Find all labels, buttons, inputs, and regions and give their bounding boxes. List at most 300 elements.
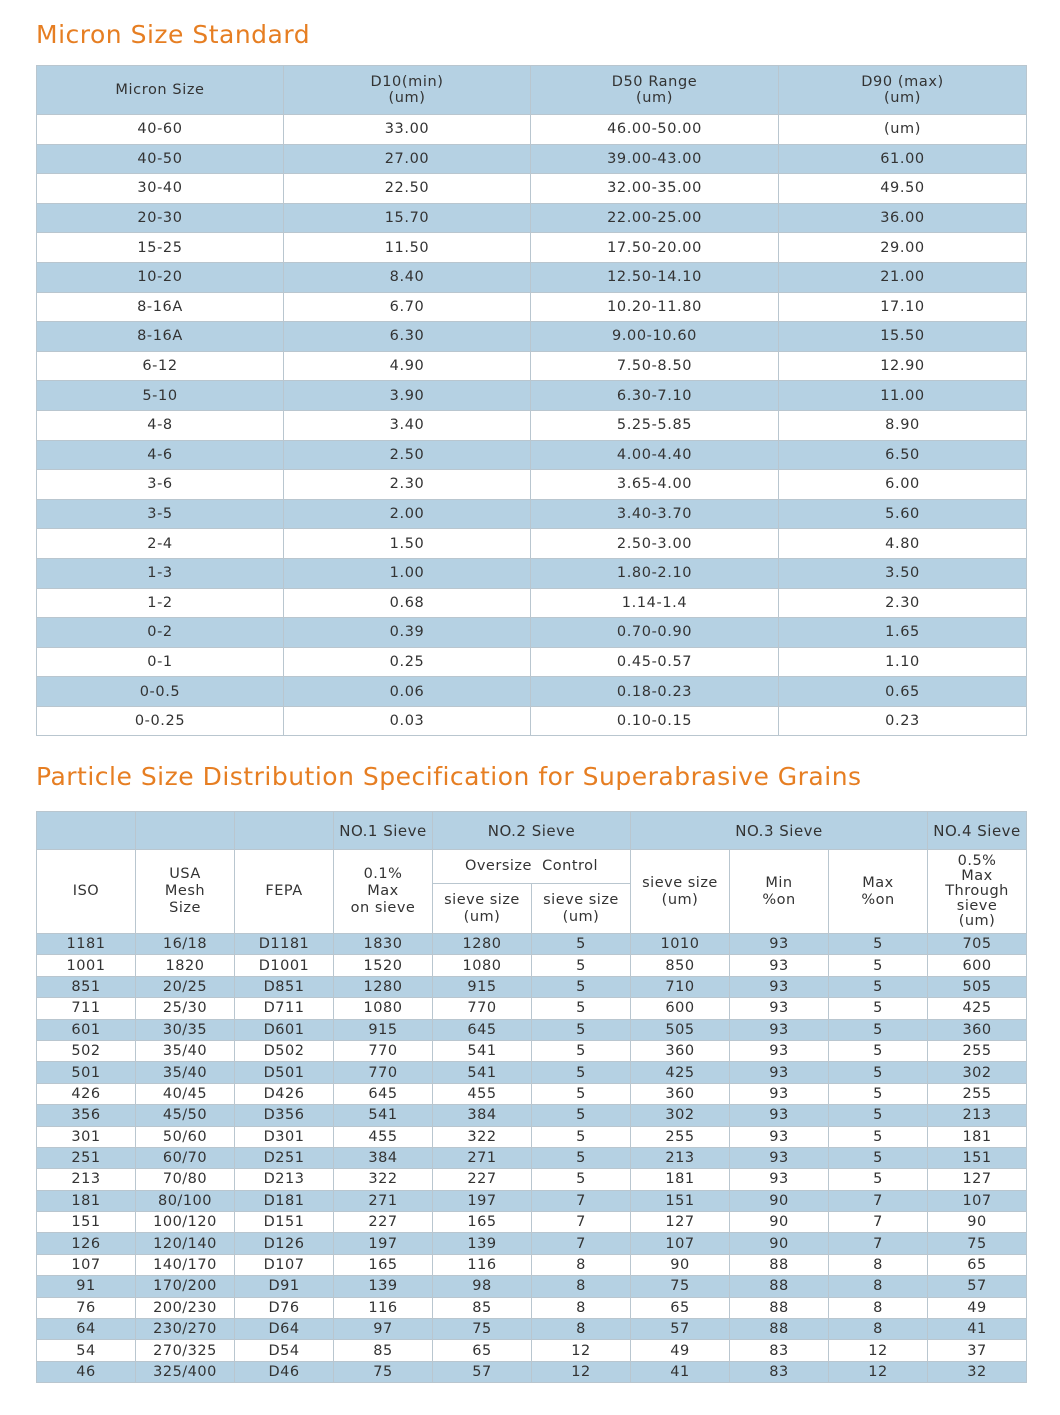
no3-sieve-size-cell: 505 — [631, 1019, 730, 1040]
iso-cell: 711 — [37, 998, 136, 1019]
no2-sieve-size-a-cell: 98 — [433, 1276, 532, 1297]
no1-max-on-sieve-cell: 770 — [334, 1062, 433, 1083]
no3-min-on-cell: 83 — [730, 1361, 829, 1382]
table-row — [37, 262, 1027, 292]
no3-max-on-cell: 7 — [829, 1190, 928, 1211]
micron-size-cell: 3-5 — [37, 499, 284, 529]
no3-min-on-cell: 88 — [730, 1276, 829, 1297]
table-row — [37, 618, 1027, 648]
usa-mesh-cell: 35/40 — [136, 1062, 235, 1083]
header-no3-max-on — [829, 850, 928, 934]
no1-max-on-sieve-cell: 1080 — [334, 998, 433, 1019]
table-row — [37, 1340, 1027, 1361]
no3-sieve-size-cell: 75 — [631, 1276, 730, 1297]
micron-size-cell: 0-0.5 — [37, 677, 284, 707]
d50-range-cell: 22.00-25.00 — [531, 203, 779, 233]
usa-mesh-cell: 45/50 — [136, 1105, 235, 1126]
micron-size-cell: 10-20 — [37, 262, 284, 292]
no2-sieve-size-b-cell: 5 — [532, 1040, 631, 1061]
no3-sieve-size-cell: 90 — [631, 1254, 730, 1275]
no3-min-on-cell: 93 — [730, 1147, 829, 1168]
usa-mesh-cell: 200/230 — [136, 1297, 235, 1318]
no4-max-through-cell: 505 — [928, 976, 1027, 997]
table-row — [37, 588, 1027, 618]
table-row — [37, 1233, 1027, 1254]
d10-cell: 4.90 — [284, 351, 531, 381]
no2-sieve-size-b-cell: 5 — [532, 998, 631, 1019]
d10-cell: 6.70 — [284, 292, 531, 322]
no1-max-on-sieve-cell: 1830 — [334, 934, 433, 955]
fepa-cell: D64 — [235, 1319, 334, 1340]
fepa-cell: D107 — [235, 1254, 334, 1275]
fepa-cell: D126 — [235, 1233, 334, 1254]
iso-cell: 181 — [37, 1190, 136, 1211]
header-oversize-control: Oversize Control — [433, 850, 631, 884]
no3-min-on-cell: 93 — [730, 1169, 829, 1190]
micron-size-cell: 3-6 — [37, 470, 284, 500]
no4-max-through-cell: 302 — [928, 1062, 1027, 1083]
table-row — [37, 1297, 1027, 1318]
no2-sieve-size-a-cell: 227 — [433, 1169, 532, 1190]
no2-sieve-size-a-cell: 75 — [433, 1319, 532, 1340]
no3-min-on-cell: 93 — [730, 1126, 829, 1147]
no2-sieve-size-a-cell: 455 — [433, 1083, 532, 1104]
table-row — [37, 1105, 1027, 1126]
iso-cell: 126 — [37, 1233, 136, 1254]
d50-range-cell: 17.50-20.00 — [531, 233, 779, 263]
fepa-cell: D76 — [235, 1297, 334, 1318]
table-row — [37, 1147, 1027, 1168]
no3-min-on-cell: 93 — [730, 1040, 829, 1061]
micron-size-cell: 4-8 — [37, 410, 284, 440]
no4-max-through-cell: 705 — [928, 934, 1027, 955]
d50-range-cell: 6.30-7.10 — [531, 381, 779, 411]
no3-min-on-cell: 93 — [730, 1105, 829, 1126]
micron-size-cell: 20-30 — [37, 203, 284, 233]
header-line: sieve — [956, 898, 998, 914]
no3-max-on-cell: 5 — [829, 1019, 928, 1040]
header-line: USA — [169, 866, 201, 882]
d90-cell: 6.00 — [779, 470, 1027, 500]
no2-sieve-size-b-cell: 7 — [532, 1190, 631, 1211]
table-row — [37, 647, 1027, 677]
header-d50 — [531, 66, 779, 115]
header-no4-max-through — [928, 850, 1027, 934]
no3-sieve-size-cell: 57 — [631, 1319, 730, 1340]
d10-cell: 1.50 — [284, 529, 531, 559]
no3-sieve-size-cell: 49 — [631, 1340, 730, 1361]
d10-cell: 33.00 — [284, 115, 531, 145]
no3-max-on-cell: 8 — [829, 1254, 928, 1275]
no2-sieve-size-b-cell: 5 — [532, 976, 631, 997]
usa-mesh-cell: 20/25 — [136, 976, 235, 997]
d90-cell: 4.80 — [779, 529, 1027, 559]
d50-range-cell: 0.18-0.23 — [531, 677, 779, 707]
iso-cell: 107 — [37, 1254, 136, 1275]
header-no1-max-on-sieve — [334, 850, 433, 934]
header-no1-sieve: NO.1 Sieve — [334, 812, 433, 850]
fepa-cell: D213 — [235, 1169, 334, 1190]
no1-max-on-sieve-cell: 322 — [334, 1169, 433, 1190]
d50-range-cell: 4.00-4.40 — [531, 440, 779, 470]
no2-sieve-size-a-cell: 645 — [433, 1019, 532, 1040]
no3-min-on-cell: 93 — [730, 998, 829, 1019]
no3-max-on-cell: 5 — [829, 1040, 928, 1061]
usa-mesh-cell: 170/200 — [136, 1276, 235, 1297]
d90-cell: 2.30 — [779, 588, 1027, 618]
iso-cell: 301 — [37, 1126, 136, 1147]
d50-range-cell: 32.00-35.00 — [531, 174, 779, 204]
header-line: (um) — [958, 913, 996, 929]
d50-range-cell: 9.00-10.60 — [531, 322, 779, 352]
iso-cell: 601 — [37, 1019, 136, 1040]
d50-range-cell: 0.45-0.57 — [531, 647, 779, 677]
no1-max-on-sieve-cell: 271 — [334, 1190, 433, 1211]
no2-sieve-size-a-cell: 57 — [433, 1361, 532, 1382]
table-row — [37, 1019, 1027, 1040]
d10-cell: 2.50 — [284, 440, 531, 470]
header-line: 0.5% — [957, 853, 997, 869]
fepa-cell: D301 — [235, 1126, 334, 1147]
table-row — [37, 1212, 1027, 1233]
d90-cell: 12.90 — [779, 351, 1027, 381]
no2-sieve-size-b-cell: 8 — [532, 1297, 631, 1318]
iso-cell: 1181 — [37, 934, 136, 955]
iso-cell: 1001 — [37, 955, 136, 976]
header-blank-usa — [136, 812, 235, 850]
d50-range-cell: 5.25-5.85 — [531, 410, 779, 440]
no3-max-on-cell: 8 — [829, 1297, 928, 1318]
no1-max-on-sieve-cell: 139 — [334, 1276, 433, 1297]
d10-cell: 0.06 — [284, 677, 531, 707]
usa-mesh-cell: 16/18 — [136, 934, 235, 955]
table-row — [37, 1040, 1027, 1061]
d90-cell: 8.90 — [779, 410, 1027, 440]
micron-size-cell: 6-12 — [37, 351, 284, 381]
no3-sieve-size-cell: 107 — [631, 1233, 730, 1254]
fepa-cell: D54 — [235, 1340, 334, 1361]
table-row — [37, 934, 1027, 955]
table-row — [37, 677, 1027, 707]
iso-cell: 851 — [37, 976, 136, 997]
d90-cell: 5.60 — [779, 499, 1027, 529]
d10-cell: 11.50 — [284, 233, 531, 263]
no3-sieve-size-cell: 213 — [631, 1147, 730, 1168]
no4-max-through-cell: 181 — [928, 1126, 1027, 1147]
d90-cell: 21.00 — [779, 262, 1027, 292]
usa-mesh-cell: 60/70 — [136, 1147, 235, 1168]
usa-mesh-cell: 80/100 — [136, 1190, 235, 1211]
header-line: Max — [862, 874, 894, 891]
no3-sieve-size-cell: 710 — [631, 976, 730, 997]
d10-cell: 6.30 — [284, 322, 531, 352]
no3-min-on-cell: 93 — [730, 1062, 829, 1083]
d90-cell: 0.23 — [779, 706, 1027, 736]
d50-range-cell: 3.40-3.70 — [531, 499, 779, 529]
usa-mesh-cell: 40/45 — [136, 1083, 235, 1104]
fepa-cell: D181 — [235, 1190, 334, 1211]
d50-range-cell: 7.50-8.50 — [531, 351, 779, 381]
header-line: (um) — [883, 90, 922, 106]
no4-max-through-cell: 213 — [928, 1105, 1027, 1126]
usa-mesh-cell: 1820 — [136, 955, 235, 976]
d10-cell: 0.25 — [284, 647, 531, 677]
micron-size-cell: 1-2 — [37, 588, 284, 618]
no2-sieve-size-b-cell: 5 — [532, 934, 631, 955]
no4-max-through-cell: 151 — [928, 1147, 1027, 1168]
no3-min-on-cell: 93 — [730, 1019, 829, 1040]
micron-size-cell: 30-40 — [37, 174, 284, 204]
no3-max-on-cell: 5 — [829, 1105, 928, 1126]
table-row — [37, 499, 1027, 529]
d10-cell: 3.40 — [284, 410, 531, 440]
iso-cell: 251 — [37, 1147, 136, 1168]
no3-min-on-cell: 93 — [730, 934, 829, 955]
d50-range-cell: 10.20-11.80 — [531, 292, 779, 322]
no2-sieve-size-b-cell: 7 — [532, 1212, 631, 1233]
no3-sieve-size-cell: 360 — [631, 1083, 730, 1104]
d90-cell: 0.65 — [779, 677, 1027, 707]
no2-sieve-size-b-cell: 12 — [532, 1340, 631, 1361]
no3-max-on-cell: 8 — [829, 1319, 928, 1340]
fepa-cell: D1181 — [235, 934, 334, 955]
d10-cell: 8.40 — [284, 262, 531, 292]
d90-cell: 15.50 — [779, 322, 1027, 352]
table-row — [37, 1190, 1027, 1211]
no3-max-on-cell: 5 — [829, 976, 928, 997]
usa-mesh-cell: 325/400 — [136, 1361, 235, 1382]
no3-min-on-cell: 88 — [730, 1297, 829, 1318]
d90-cell: 6.50 — [779, 440, 1027, 470]
micron-size-cell: 0-2 — [37, 618, 284, 648]
table-row — [37, 292, 1027, 322]
no4-max-through-cell: 127 — [928, 1169, 1027, 1190]
no1-max-on-sieve-cell: 1520 — [334, 955, 433, 976]
header-no3-sieve: NO.3 Sieve — [631, 812, 928, 850]
no2-sieve-size-a-cell: 770 — [433, 998, 532, 1019]
no3-max-on-cell: 5 — [829, 1126, 928, 1147]
d10-cell: 0.39 — [284, 618, 531, 648]
d50-range-cell: 0.70-0.90 — [531, 618, 779, 648]
no1-max-on-sieve-cell: 1280 — [334, 976, 433, 997]
table-row — [37, 1254, 1027, 1275]
iso-cell: 91 — [37, 1276, 136, 1297]
header-no3-min-on — [730, 850, 829, 934]
no4-max-through-cell: 32 — [928, 1361, 1027, 1382]
d10-cell: 0.68 — [284, 588, 531, 618]
no2-sieve-size-a-cell: 1080 — [433, 955, 532, 976]
header-line: (um) — [635, 90, 674, 106]
no3-sieve-size-cell: 181 — [631, 1169, 730, 1190]
particle-size-table-body — [37, 934, 1027, 1383]
header-line: D50 Range — [611, 74, 698, 90]
fepa-cell: D1001 — [235, 955, 334, 976]
header-blank-fepa — [235, 812, 334, 850]
header-line: FEPA — [265, 883, 303, 899]
table-row — [37, 174, 1027, 204]
table-row — [37, 706, 1027, 736]
d90-cell: 17.10 — [779, 292, 1027, 322]
usa-mesh-cell: 25/30 — [136, 998, 235, 1019]
no3-max-on-cell: 12 — [829, 1361, 928, 1382]
d90-cell: 61.00 — [779, 144, 1027, 174]
table-row — [37, 144, 1027, 174]
usa-mesh-cell: 70/80 — [136, 1169, 235, 1190]
d10-cell: 2.30 — [284, 470, 531, 500]
usa-mesh-cell: 100/120 — [136, 1212, 235, 1233]
iso-cell: 213 — [37, 1169, 136, 1190]
no2-sieve-size-b-cell: 5 — [532, 1147, 631, 1168]
no2-sieve-size-a-cell: 384 — [433, 1105, 532, 1126]
header-line: (um) — [388, 90, 426, 106]
d50-range-cell: 12.50-14.10 — [531, 262, 779, 292]
fepa-cell: D151 — [235, 1212, 334, 1233]
no3-max-on-cell: 5 — [829, 955, 928, 976]
no3-sieve-size-cell: 302 — [631, 1105, 730, 1126]
fepa-cell: D501 — [235, 1062, 334, 1083]
no2-sieve-size-a-cell: 915 — [433, 976, 532, 997]
table-row — [37, 1169, 1027, 1190]
header-d10 — [284, 66, 531, 115]
iso-cell: 151 — [37, 1212, 136, 1233]
no2-sieve-size-b-cell: 5 — [532, 1126, 631, 1147]
header-usa-mesh-size — [136, 850, 235, 934]
header-line: (um) — [463, 908, 501, 925]
table-row — [37, 351, 1027, 381]
no2-sieve-size-a-cell: 165 — [433, 1212, 532, 1233]
d90-cell: (um) — [779, 115, 1027, 145]
table-row — [37, 115, 1027, 145]
no3-sieve-size-cell: 360 — [631, 1040, 730, 1061]
table-row — [37, 410, 1027, 440]
usa-mesh-cell: 270/325 — [136, 1340, 235, 1361]
table-row — [37, 558, 1027, 588]
no3-max-on-cell: 7 — [829, 1212, 928, 1233]
no1-max-on-sieve-cell: 75 — [334, 1361, 433, 1382]
no1-max-on-sieve-cell: 85 — [334, 1340, 433, 1361]
header-line: D90 (max) — [861, 74, 944, 90]
iso-cell: 426 — [37, 1083, 136, 1104]
header-line: Max — [961, 868, 993, 884]
no3-max-on-cell: 5 — [829, 1147, 928, 1168]
header-line: Micron Size — [115, 82, 205, 98]
no1-max-on-sieve-cell: 384 — [334, 1147, 433, 1168]
no4-max-through-cell: 255 — [928, 1040, 1027, 1061]
header-line: 0.1% — [363, 866, 403, 882]
d10-cell: 2.00 — [284, 499, 531, 529]
no4-max-through-cell: 600 — [928, 955, 1027, 976]
table-row — [37, 233, 1027, 263]
header-fepa — [235, 850, 334, 934]
no2-sieve-size-b-cell: 5 — [532, 1019, 631, 1040]
d10-cell: 22.50 — [284, 174, 531, 204]
no2-sieve-size-b-cell: 5 — [532, 955, 631, 976]
no2-sieve-size-b-cell: 7 — [532, 1233, 631, 1254]
micron-size-title: Micron Size Standard — [36, 20, 311, 49]
d90-cell: 36.00 — [779, 203, 1027, 233]
d90-cell: 1.65 — [779, 618, 1027, 648]
usa-mesh-cell: 120/140 — [136, 1233, 235, 1254]
no1-max-on-sieve-cell: 915 — [334, 1019, 433, 1040]
no1-max-on-sieve-cell: 197 — [334, 1233, 433, 1254]
d50-range-cell: 46.00-50.00 — [531, 115, 779, 145]
micron-size-cell: 40-60 — [37, 115, 284, 145]
no3-max-on-cell: 5 — [829, 998, 928, 1019]
table-header-row — [37, 812, 1027, 850]
d90-cell: 49.50 — [779, 174, 1027, 204]
d50-range-cell: 2.50-3.00 — [531, 529, 779, 559]
no3-min-on-cell: 93 — [730, 955, 829, 976]
no1-max-on-sieve-cell: 541 — [334, 1105, 433, 1126]
no4-max-through-cell: 49 — [928, 1297, 1027, 1318]
no3-min-on-cell: 90 — [730, 1212, 829, 1233]
d90-cell: 29.00 — [779, 233, 1027, 263]
d10-cell: 3.90 — [284, 381, 531, 411]
d10-cell: 1.00 — [284, 558, 531, 588]
table-row — [37, 1062, 1027, 1083]
no2-sieve-size-a-cell: 65 — [433, 1340, 532, 1361]
header-no2-sieve: NO.2 Sieve — [433, 812, 631, 850]
no2-sieve-size-a-cell: 1280 — [433, 934, 532, 955]
d90-cell: 3.50 — [779, 558, 1027, 588]
header-line: on sieve — [350, 900, 416, 916]
table-row — [37, 470, 1027, 500]
header-line: D10(min) — [370, 74, 444, 90]
header-micron-size — [37, 66, 284, 115]
fepa-cell: D251 — [235, 1147, 334, 1168]
d10-cell: 27.00 — [284, 144, 531, 174]
table-row — [37, 1126, 1027, 1147]
table-row — [37, 998, 1027, 1019]
iso-cell: 64 — [37, 1319, 136, 1340]
no4-max-through-cell: 107 — [928, 1190, 1027, 1211]
header-line: Mesh — [164, 883, 206, 899]
no2-sieve-size-b-cell: 5 — [532, 1083, 631, 1104]
fepa-cell: D601 — [235, 1019, 334, 1040]
no3-sieve-size-cell: 65 — [631, 1297, 730, 1318]
table-row — [37, 529, 1027, 559]
no3-min-on-cell: 90 — [730, 1233, 829, 1254]
no1-max-on-sieve-cell: 227 — [334, 1212, 433, 1233]
micron-size-table-body — [37, 115, 1027, 736]
d50-range-cell: 1.14-1.4 — [531, 588, 779, 618]
table-row — [37, 381, 1027, 411]
no3-max-on-cell: 5 — [829, 1062, 928, 1083]
header-iso — [37, 850, 136, 934]
header-no3-sieve-size — [631, 850, 730, 934]
header-blank-iso — [37, 812, 136, 850]
no2-sieve-size-a-cell: 271 — [433, 1147, 532, 1168]
no2-sieve-size-b-cell: 12 — [532, 1361, 631, 1382]
micron-size-cell: 8-16A — [37, 322, 284, 352]
no2-sieve-size-a-cell: 197 — [433, 1190, 532, 1211]
no3-max-on-cell: 5 — [829, 1083, 928, 1104]
particle-size-title: Particle Size Distribution Specification for Superabrasive Grains — [36, 762, 862, 791]
no3-sieve-size-cell: 600 — [631, 998, 730, 1019]
fepa-cell: D711 — [235, 998, 334, 1019]
no3-max-on-cell: 5 — [829, 1169, 928, 1190]
header-d90 — [779, 66, 1027, 115]
table-row — [37, 1083, 1027, 1104]
d50-range-cell: 0.10-0.15 — [531, 706, 779, 736]
no3-sieve-size-cell: 127 — [631, 1212, 730, 1233]
no3-min-on-cell: 93 — [730, 1083, 829, 1104]
no1-max-on-sieve-cell: 97 — [334, 1319, 433, 1340]
iso-cell: 502 — [37, 1040, 136, 1061]
micron-size-cell: 1-3 — [37, 558, 284, 588]
no3-sieve-size-cell: 850 — [631, 955, 730, 976]
usa-mesh-cell: 230/270 — [136, 1319, 235, 1340]
